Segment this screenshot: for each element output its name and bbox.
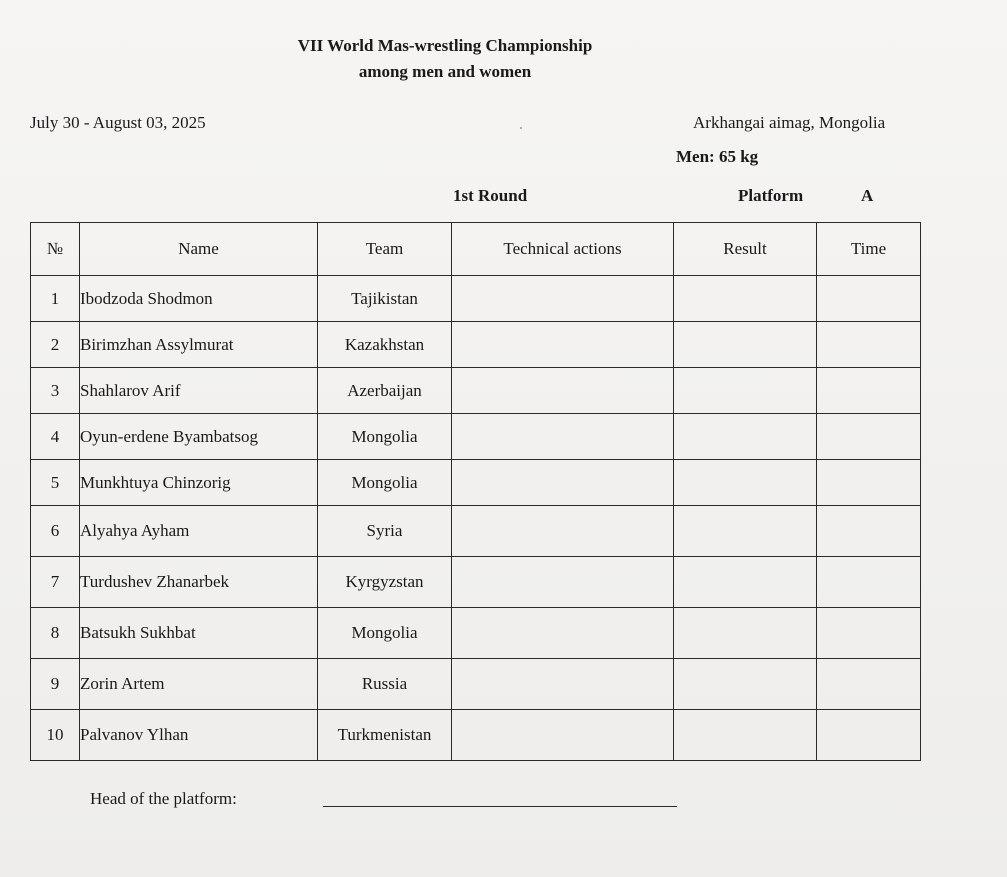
- athlete-name: Zorin Artem: [80, 659, 318, 710]
- athlete-team: Turkmenistan: [318, 710, 452, 761]
- technical-actions-cell[interactable]: [452, 368, 674, 414]
- technical-actions-cell[interactable]: [452, 460, 674, 506]
- athlete-team: Kyrgyzstan: [318, 557, 452, 608]
- time-cell[interactable]: [817, 608, 921, 659]
- result-cell[interactable]: [674, 460, 817, 506]
- row-number: 10: [31, 710, 80, 761]
- row-number: 7: [31, 557, 80, 608]
- column-header-technical-actions: Technical actions: [452, 223, 674, 276]
- table-row: [31, 414, 921, 460]
- column-header-result: Result: [674, 223, 817, 276]
- table-row: [31, 368, 921, 414]
- athlete-name: Birimzhan Assylmurat: [80, 322, 318, 368]
- time-cell[interactable]: [817, 557, 921, 608]
- time-cell[interactable]: [817, 659, 921, 710]
- result-cell[interactable]: [674, 608, 817, 659]
- row-number: 5: [31, 460, 80, 506]
- athlete-team: Syria: [318, 506, 452, 557]
- platform-value: A: [861, 186, 874, 205]
- time-cell[interactable]: [817, 710, 921, 761]
- result-cell[interactable]: [674, 322, 817, 368]
- athlete-name: Alyahya Ayham: [80, 506, 318, 557]
- row-number: 9: [31, 659, 80, 710]
- technical-actions-cell[interactable]: [452, 322, 674, 368]
- event-location: Arkhangai aimag, Mongolia: [693, 113, 886, 132]
- athlete-team: Russia: [318, 659, 452, 710]
- table-row: [31, 557, 921, 608]
- athlete-team: Kazakhstan: [318, 322, 452, 368]
- technical-actions-cell[interactable]: [452, 608, 674, 659]
- time-cell[interactable]: [817, 368, 921, 414]
- technical-actions-cell[interactable]: [452, 276, 674, 322]
- table-row: [31, 608, 921, 659]
- result-cell[interactable]: [674, 557, 817, 608]
- table-header-row: [31, 223, 921, 276]
- document-title: VII World Mas-wrestling Championship: [297, 36, 593, 55]
- row-number: 6: [31, 506, 80, 557]
- head-of-platform-label: Head of the platform:: [90, 789, 237, 808]
- row-number: 8: [31, 608, 80, 659]
- row-number: 1: [31, 276, 80, 322]
- column-header-team: Team: [318, 223, 452, 276]
- time-cell[interactable]: [817, 506, 921, 557]
- time-cell[interactable]: [817, 322, 921, 368]
- technical-actions-cell[interactable]: [452, 710, 674, 761]
- result-cell[interactable]: [674, 506, 817, 557]
- time-cell[interactable]: [817, 414, 921, 460]
- athlete-name: Batsukh Sukhbat: [80, 608, 318, 659]
- row-number: 3: [31, 368, 80, 414]
- athlete-name: Shahlarov Arif: [80, 368, 318, 414]
- table-row: [31, 659, 921, 710]
- table-row: [31, 506, 921, 557]
- paper-speck: [520, 127, 522, 129]
- result-cell[interactable]: [674, 368, 817, 414]
- column-header-number: №: [31, 223, 80, 276]
- round-label: 1st Round: [453, 186, 528, 205]
- technical-actions-cell[interactable]: [452, 557, 674, 608]
- technical-actions-cell[interactable]: [452, 506, 674, 557]
- column-header-time: Time: [817, 223, 921, 276]
- athlete-team: Mongolia: [318, 414, 452, 460]
- athlete-name: Turdushev Zhanarbek: [80, 557, 318, 608]
- result-cell[interactable]: [674, 710, 817, 761]
- athlete-name: Ibodzoda Shodmon: [80, 276, 318, 322]
- athlete-team: Tajikistan: [318, 276, 452, 322]
- athlete-name: Palvanov Ylhan: [80, 710, 318, 761]
- athlete-team: Azerbaijan: [318, 368, 452, 414]
- time-cell[interactable]: [817, 460, 921, 506]
- result-cell[interactable]: [674, 659, 817, 710]
- technical-actions-cell[interactable]: [452, 659, 674, 710]
- platform-label: Platform: [738, 186, 804, 205]
- column-header-name: Name: [80, 223, 318, 276]
- table-row: [31, 710, 921, 761]
- time-cell[interactable]: [817, 276, 921, 322]
- athlete-name: Munkhtuya Chinzorig: [80, 460, 318, 506]
- technical-actions-cell[interactable]: [452, 414, 674, 460]
- signature-line[interactable]: [323, 806, 677, 807]
- row-number: 2: [31, 322, 80, 368]
- result-cell[interactable]: [674, 414, 817, 460]
- event-dates: July 30 - August 03, 2025: [30, 113, 206, 132]
- result-cell[interactable]: [674, 276, 817, 322]
- results-table: [30, 222, 921, 761]
- row-number: 4: [31, 414, 80, 460]
- table-row: [31, 322, 921, 368]
- table-row: [31, 276, 921, 322]
- table-row: [31, 460, 921, 506]
- athlete-team: Mongolia: [318, 608, 452, 659]
- weight-category: Men: 65 kg: [676, 147, 759, 166]
- document-subtitle: among men and women: [358, 62, 532, 81]
- athlete-team: Mongolia: [318, 460, 452, 506]
- athlete-name: Oyun-erdene Byambatsog: [80, 414, 318, 460]
